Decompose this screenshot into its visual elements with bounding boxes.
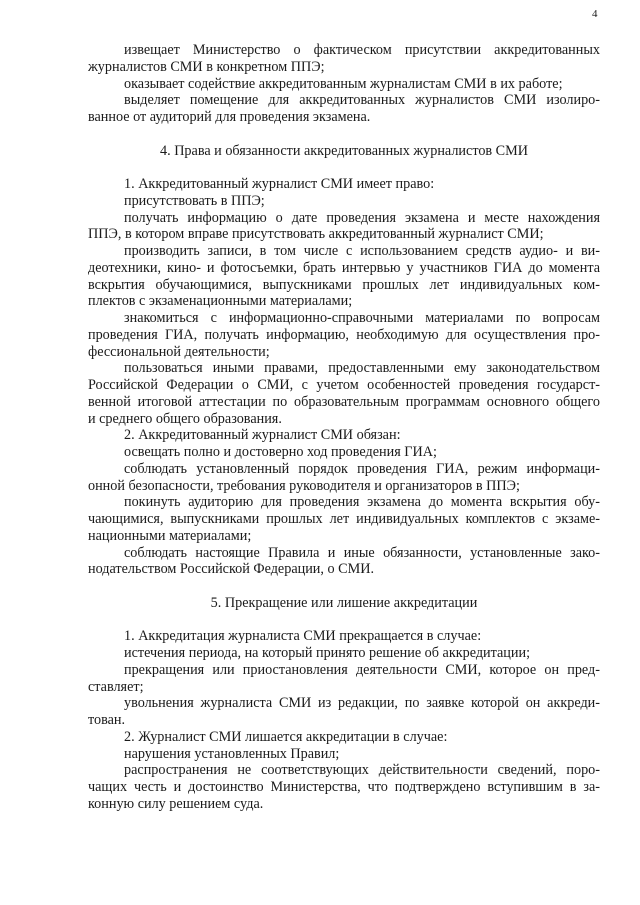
text-line: 1. Аккредитованный журналист СМИ имеет право: [124, 176, 435, 192]
text-line: ППЭ, в котором вправе присутствовать аккредитованный журналист СМИ; [88, 226, 544, 243]
text-line: производить записи, в том числе с использованием средств аудио- и ви- [124, 243, 600, 259]
text-line: знакомиться с информационно-справочными материалами по вопросам [124, 310, 600, 326]
text-line: 2. Аккредитованный журналист СМИ обязан: [124, 427, 401, 444]
text-line: национными материалами; [88, 527, 252, 544]
text-line: оказывает содействие аккредитованным журналистам СМИ в их работе; [124, 75, 563, 92]
paragraph-gap [88, 126, 600, 143]
text-line: ванное от аудиторий для проведения экзамена. [88, 109, 371, 125]
text-line: Российской Федерации о СМИ, с учетом особенностей проведения государст- [88, 377, 600, 393]
text-line: фессиональной деятельности; [88, 343, 270, 360]
text-line: покинуть аудиторию для проведения экзамена до момента вскрытия обу- [124, 494, 600, 511]
text-line: онной безопасности, требования руководителя и организаторов в ППЭ; [88, 477, 520, 494]
text-line: получать информацию о дате проведения экзамена и месте нахождения [124, 209, 600, 226]
paragraph-gap [88, 612, 600, 629]
text-line: нарушения установленных Правил; [124, 745, 340, 762]
text-line: венной итоговой аттестации по образовательным программам основного общего [88, 393, 600, 410]
text-line: истечения периода, на который принято решение об аккредитации; [124, 645, 531, 661]
page-number: 4 [592, 8, 598, 20]
text-line: выделяет помещение для аккредитованных журналистов СМИ изолиро- [124, 92, 600, 109]
section-heading: 4. Права и обязанности аккредитованных журналистов СМИ [160, 142, 528, 159]
text-line: нодательством Российской Федерации, о СМИ. [88, 561, 374, 578]
document-body [88, 42, 600, 813]
text-line: проведения ГИА, получать информацию, необходимую для осуществления про- [88, 326, 600, 343]
text-line: распространения не соответствующих действительности сведений, поро- [124, 762, 600, 779]
text-line: конную силу решением суда. [88, 795, 264, 812]
text-line: соблюдать установленный порядок проведения ГИА, режим информаци- [124, 460, 600, 477]
text-line: извещает Министерство о фактическом присутствии аккредитованных [124, 42, 600, 58]
paragraph-gap [88, 578, 600, 595]
text-line: увольнения журналиста СМИ из редакции, по заявке которой он аккреди- [124, 695, 600, 712]
text-line: присутствовать в ППЭ; [124, 192, 265, 209]
text-line: плектов с экзаменационными материалами; [88, 293, 353, 310]
text-line: 2. Журналист СМИ лишается аккредитации в случае: [124, 728, 448, 745]
text-line: соблюдать настоящие Правила и иные обязанности, установленные зако- [124, 544, 600, 561]
text-line: чающимися, выпускниками прошлых лет индивидуальных комплектов с экзаме- [88, 511, 600, 527]
text-line: и среднего общего образования. [88, 410, 282, 427]
section-heading: 5. Прекращение или лишение аккредитации [210, 594, 478, 611]
text-line: ставляет; [88, 678, 144, 695]
text-line: чащих честь и достоинство Министерства, что подтверждено вступившим в за- [88, 779, 600, 795]
text-line: освещать полно и достоверно ход проведения ГИА; [124, 444, 437, 460]
text-line: тован. [88, 712, 126, 728]
paragraph-gap [88, 159, 600, 176]
text-line: 1. Аккредитация журналиста СМИ прекращается в случае: [124, 628, 482, 645]
text-line: пользоваться иными правами, предоставленными ему законодательством [124, 360, 600, 377]
text-line: вскрытия обучающимися, выпускниками прошлых лет индивидуальных ком- [88, 276, 600, 293]
text-line: деотехники, кино- и фотосъемки, брать интервью у участников ГИА до момента [88, 259, 600, 276]
text-line: прекращения или приостановления деятельности СМИ, которое он пред- [124, 661, 600, 678]
text-line: журналистов СМИ в конкретном ППЭ; [88, 58, 325, 75]
